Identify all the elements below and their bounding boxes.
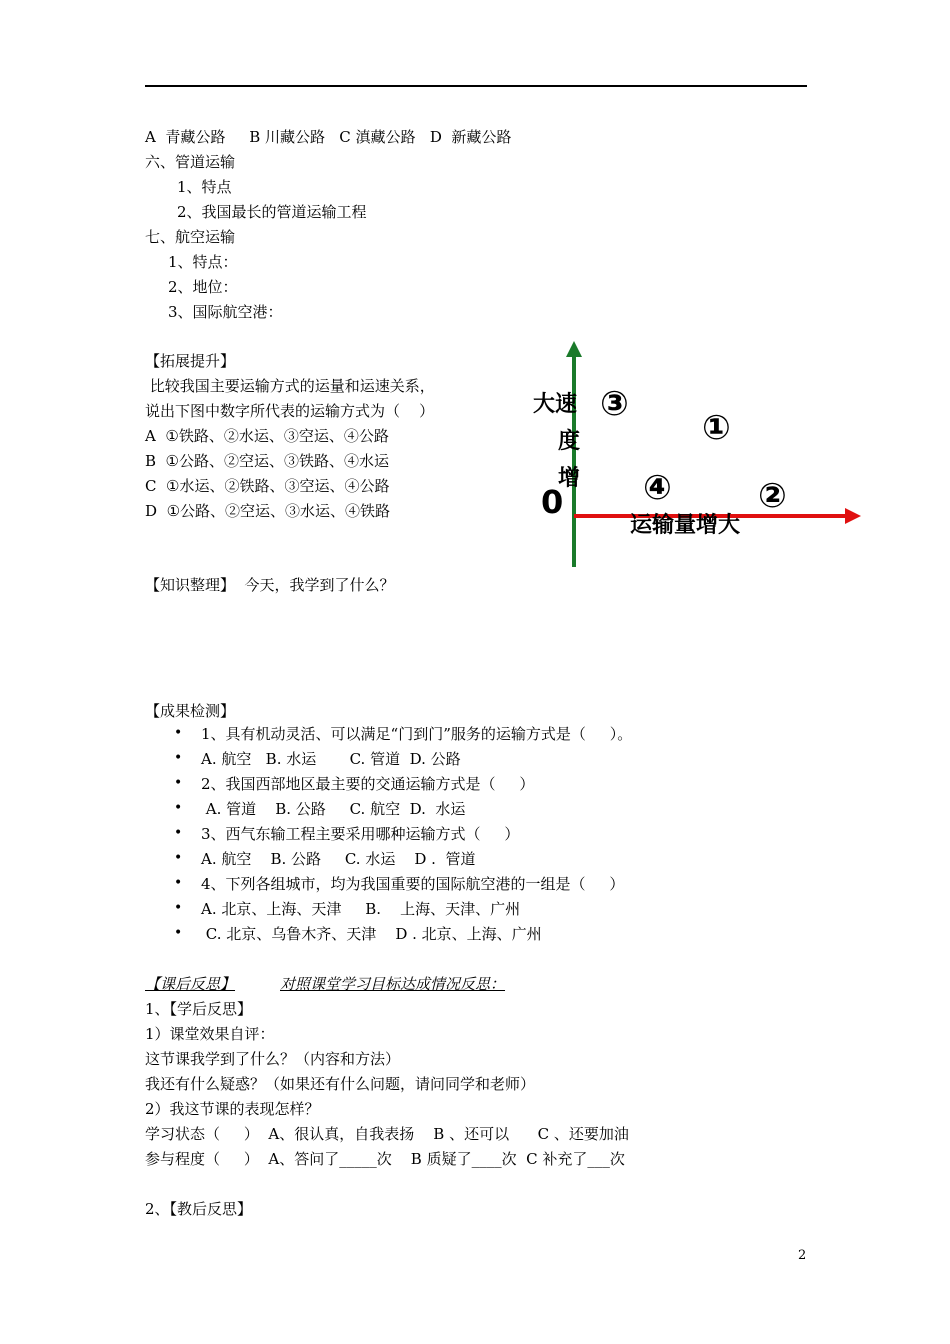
y-axis-arrow xyxy=(566,341,582,357)
test-item: C. 北京、乌鲁木齐、天津 D . 北京、上海、广州 xyxy=(201,925,542,943)
test-item: A. 航空 B. 公路 C. 水运 D . 管道 xyxy=(201,850,476,868)
section-air-title: 七、航空运输 xyxy=(145,228,236,246)
bullet: • xyxy=(174,750,183,766)
bullet: • xyxy=(174,725,183,741)
test-item: 4、下列各组城市，均为我国重要的国际航空港的一组是（ ） xyxy=(201,875,625,893)
summary-line: 【知识整理】 今天，我学到了什么？ xyxy=(145,576,395,594)
reflection-line: 参与程度（ ） A、答问了_____次 B 质疑了____次 C 补充了___次 xyxy=(145,1150,625,1168)
bullet: • xyxy=(174,775,183,791)
bullet: • xyxy=(174,925,183,941)
test-title: 【成果检测】 xyxy=(145,702,236,720)
extend-option-d: D ①公路、②空运、③水运、④铁路 xyxy=(145,502,391,520)
extend-option-b: B ①公路、②空运、③铁路、④水运 xyxy=(145,452,390,470)
bullet: • xyxy=(174,850,183,866)
section-pipeline-title: 六、管道运输 xyxy=(145,153,236,171)
pipeline-item-1: 1、特点 xyxy=(177,178,232,196)
extend-option-a: A ①铁路、②水运、③空运、④公路 xyxy=(145,427,389,445)
x-axis-arrow xyxy=(845,508,861,524)
reflection-line: 我还有什么疑惑？（如果还有什么问题，请问同学和老师） xyxy=(145,1075,536,1093)
page-number: 2 xyxy=(798,1248,807,1263)
test-item: 2、我国西部地区最主要的交通运输方式是（ ） xyxy=(201,775,535,793)
transport-diagram xyxy=(525,335,870,575)
extend-option-c: C ①水运、②铁路、③空运、④公路 xyxy=(145,477,390,495)
y-axis-label-1: 大速 xyxy=(533,392,578,417)
marker-2: ② xyxy=(758,476,787,516)
header-rule xyxy=(145,85,807,87)
test-item: A. 管道 B. 公路 C. 航空 D. 水运 xyxy=(201,800,466,818)
marker-3: ③ xyxy=(600,384,629,424)
x-axis-label: 运输量增大 xyxy=(630,513,741,538)
marker-4: ④ xyxy=(643,468,672,508)
air-item-1: 1、特点： xyxy=(168,253,238,271)
y-axis-label-3: 增 xyxy=(558,466,581,491)
origin-label: 0 xyxy=(541,483,564,521)
reflection-subtitle: 对照课堂学习目标达成情况反思： xyxy=(280,975,506,993)
reflection-line: 1、【学后反思】 xyxy=(145,1000,253,1018)
test-item: A. 航空 B. 水运 C. 管道 D. 公路 xyxy=(201,750,461,768)
test-item: 1、具有机动灵活、可以满足“门到门”服务的运输方式是（ ）。 xyxy=(201,725,633,743)
air-item-2: 2、地位： xyxy=(168,278,238,296)
bullet: • xyxy=(174,875,183,891)
extend-question-1: 比较我国主要运输方式的运量和运速关系， xyxy=(145,377,435,395)
reflection-line: 2、【教后反思】 xyxy=(145,1200,253,1218)
bullet: • xyxy=(174,800,183,816)
reflection-title: 【课后反思】 xyxy=(145,975,236,993)
extend-question-2: 说出下图中数字所代表的运输方式为（ ） xyxy=(145,402,435,420)
extend-title: 【拓展提升】 xyxy=(145,352,236,370)
test-item: A. 北京、上海、天津 B. 上海、天津、广州 xyxy=(201,900,521,918)
reflection-line: 学习状态（ ） A、很认真，自我表扬 B 、还可以 C 、还要加油 xyxy=(145,1125,629,1143)
bullet: • xyxy=(174,825,183,841)
marker-1: ① xyxy=(702,408,731,448)
road-options: A 青藏公路 B 川藏公路 C 滇藏公路 D 新藏公路 xyxy=(145,128,512,146)
reflection-line: 2）我这节课的表现怎样？ xyxy=(145,1100,320,1118)
air-item-3: 3、国际航空港： xyxy=(168,303,283,321)
pipeline-item-2: 2、我国最长的管道运输工程 xyxy=(177,203,367,221)
bullet: • xyxy=(174,900,183,916)
reflection-line: 这节课我学到了什么？（内容和方法） xyxy=(145,1050,401,1068)
y-axis-label-2: 度 xyxy=(558,429,581,454)
reflection-line: 1）课堂效果自评： xyxy=(145,1025,275,1043)
test-item: 3、西气东输工程主要采用哪种运输方式（ ） xyxy=(201,825,520,843)
